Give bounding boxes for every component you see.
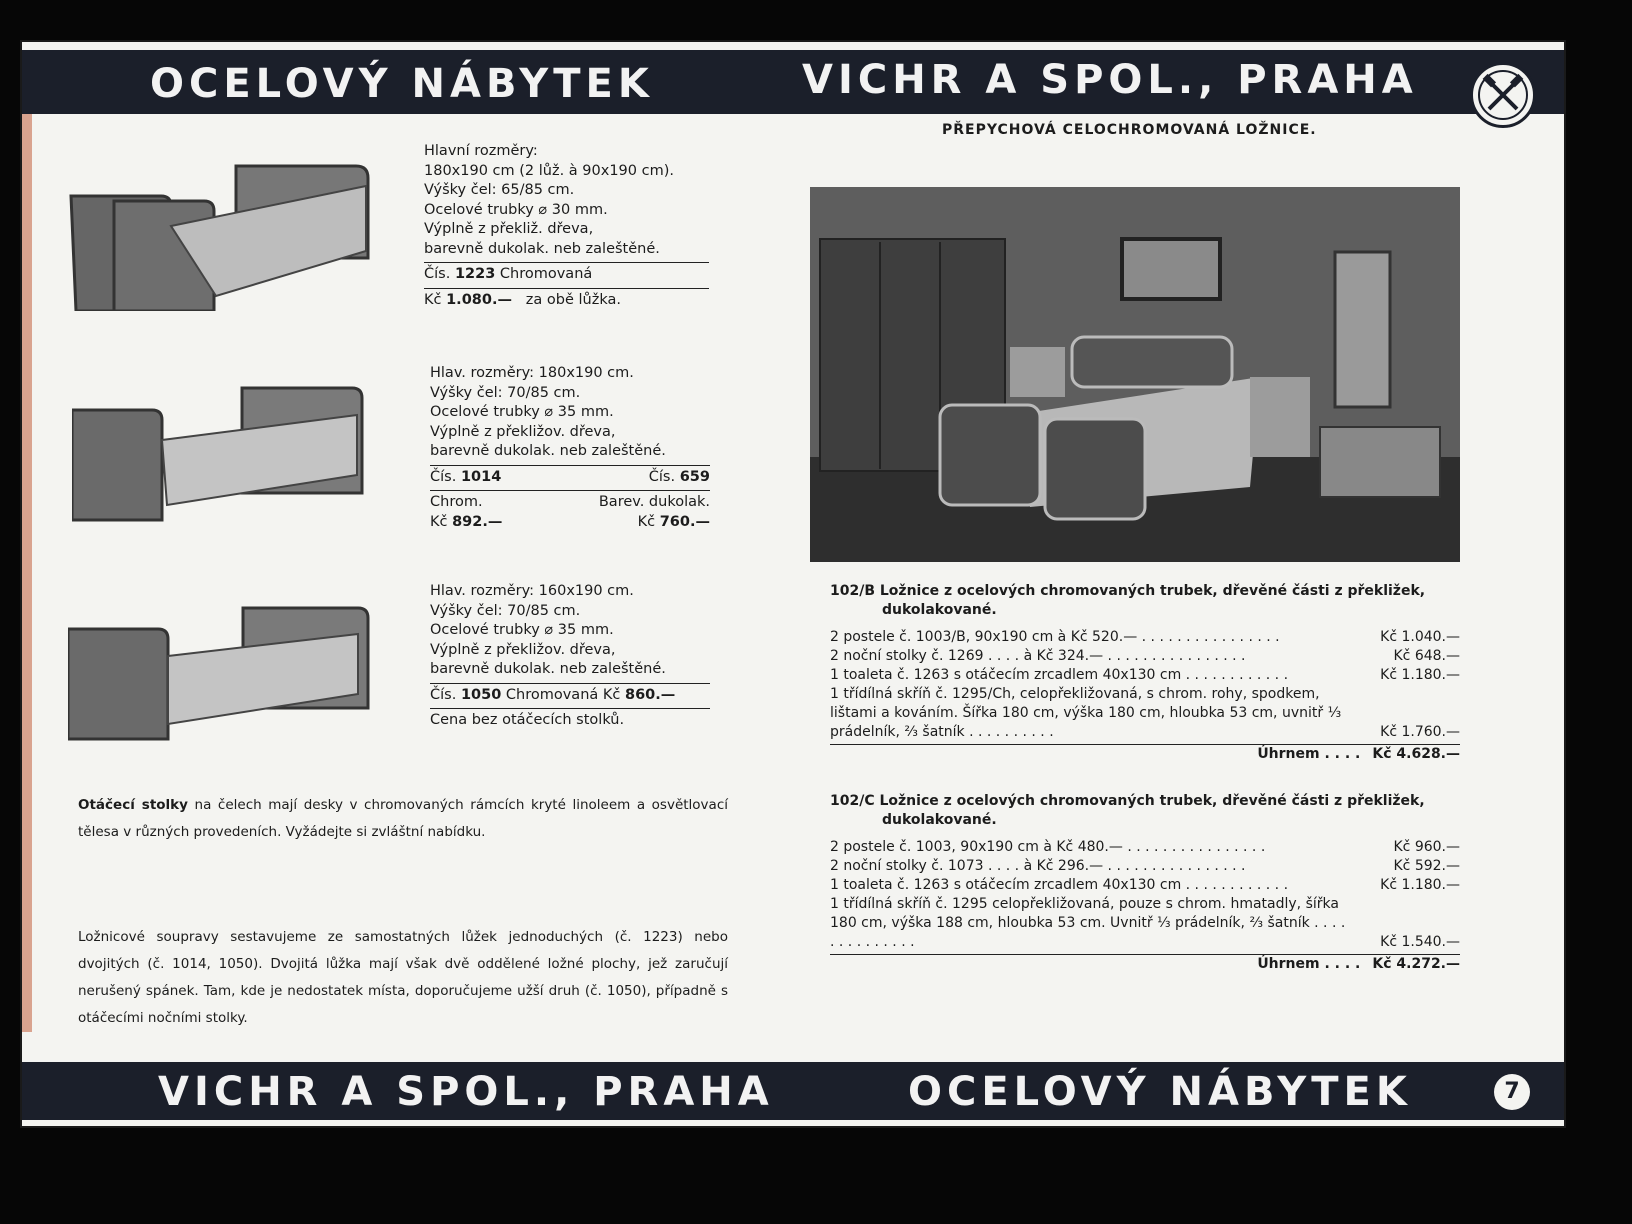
set-item: 2 noční stolky č. 1269 . . . . à Kč 324.— . . . . . . . . . . . . . . . . Kč 648.—	[830, 648, 1460, 664]
price-note: Cena bez otáčecích stolků.	[430, 712, 625, 728]
set-102b	[830, 582, 1460, 764]
type-row: Chrom. Barev. dukolak.	[430, 494, 710, 510]
page-number: 7	[1494, 1074, 1530, 1110]
bed-1223-spec	[424, 142, 709, 310]
spec-line: barevně dukolak. neb zaleštěné.	[430, 661, 666, 677]
set-title: 102/B Ložnice z ocelových chromovaných trubek, dřevěné části z překližek, dukolakované.	[830, 583, 1426, 618]
section-heading: PŘEPYCHOVÁ CELOCHROMOVANÁ LOŽNICE.	[942, 122, 1317, 138]
catalog-number-row: Čís. 1223 Chromovaná	[424, 266, 593, 282]
spec-line: Výšky čel: 70/85 cm.	[430, 384, 581, 401]
spec-line: Ocelové trubky ⌀ 30 mm.	[424, 201, 608, 218]
bed-1050-spec	[430, 582, 710, 731]
spec-line: Ocelové trubky ⌀ 35 mm.	[430, 622, 614, 638]
catalog-page	[22, 42, 1564, 1126]
rotating-tables-paragraph: Otáčecí stolky na čelech mají desky v chromovaných rámcích kryté linoleem a osvětlovací tělesa v různých provedeních. Vyžádejte si zvláštní nabídku.	[78, 797, 728, 840]
set-item: 1 toaleta č. 1263 s otáčecím zrcadlem 40x130 cm . . . . . . . . . . . . Kč 1.180.—	[830, 667, 1460, 683]
spec-line: Výšky čel: 70/85 cm.	[430, 602, 581, 619]
footer-left-title: VICHR A SPOL., PRAHA	[158, 1069, 774, 1115]
set-total: Úhrnem . . . . Kč 4.628.—	[830, 744, 1460, 764]
price-row: Kč 892.— Kč 760.—	[430, 513, 710, 530]
bed-1014-illustration	[72, 380, 372, 529]
set-item: 1 třídílná skříň č. 1295/Ch, celopřekližovaná, s chrom. rohy, spodkem, lištami a kováním. Šířka 180 cm, výška 180 cm, hloubka 53 cm, uvnitř ⅓ prádelník, ⅔ šatník . . . . . . . . . . Kč 1.760.—	[830, 686, 1460, 740]
spec-line: Výplně z překliž. dřeva,	[424, 221, 594, 237]
spec-line: barevně dukolak. neb zaleštěné.	[430, 443, 666, 459]
footer-band	[22, 1062, 1564, 1120]
set-item: 1 toaleta č. 1263 s otáčecím zrcadlem 40x130 cm . . . . . . . . . . . . Kč 1.180.—	[830, 877, 1460, 893]
bed-1050-illustration	[68, 594, 373, 748]
bed-1223-illustration	[66, 146, 386, 315]
spec-line: Hlav. rozměry: 180x190 cm.	[430, 365, 634, 381]
price-row: Kč 1.080.— za obě lůžka.	[424, 291, 621, 308]
spec-line: Výšky čel: 65/85 cm.	[424, 182, 575, 198]
header-left-title: OCELOVÝ NÁBYTEK	[150, 61, 654, 107]
spec-line: Výplně z překližov. dřeva,	[430, 641, 616, 658]
catalog-number-row: Čís. 1014 Čís. 659	[430, 468, 710, 485]
spec-line: Výplně z překližov. dřeva,	[430, 423, 616, 440]
spec-line: 180x190 cm (2 lůž. à 90x190 cm).	[424, 162, 674, 179]
spec-line: Ocelové trubky ⌀ 35 mm.	[430, 404, 614, 420]
set-title: 102/C Ložnice z ocelových chromovaných trubek, dřevěné části z překližek, dukolakované.	[830, 793, 1425, 828]
set-102c	[830, 792, 1460, 974]
set-total: Úhrnem . . . . Kč 4.272.—	[830, 954, 1460, 974]
set-item: 2 noční stolky č. 1073 . . . . à Kč 296.— . . . . . . . . . . . . . . . . Kč 592.—	[830, 858, 1460, 874]
set-item: 2 postele č. 1003/B, 90x190 cm à Kč 520.— . . . . . . . . . . . . . . . . Kč 1.040.—	[830, 629, 1460, 645]
page-edge	[22, 112, 32, 1032]
bedroom-sets-paragraph: Ložnicové soupravy sestavujeme ze samostatných lůžek jednoduchých (č. 1223) nebo dvojitých (č. 1014, 1050). Dvojitá lůžka mají však dvě oddělené ložné plochy, jež zaručují nerušený spánek. Tam, kde je nedostatek místa, doporučujeme užší druh (č. 1050), případně s otáčecími nočními stolky.	[78, 929, 728, 1026]
crossed-hammers-logo-icon	[1470, 62, 1536, 128]
set-item: 2 postele č. 1003, 90x190 cm à Kč 480.— . . . . . . . . . . . . . . . . Kč 960.—	[830, 839, 1460, 855]
spec-line: barevně dukolak. neb zaleštěné.	[424, 240, 660, 257]
catalog-number-row: Čís. 1050 Chromovaná Kč 860.—	[430, 686, 676, 703]
header-band	[22, 50, 1564, 114]
set-item: 1 třídílná skříň č. 1295 celopřekližovaná, pouze s chrom. hmatadly, šířka 180 cm, výška 188 cm, hloubka 53 cm. Uvnitř ⅓ prádelník, ⅔ šatník . . . . . . . . . . . . . . Kč 1.540.—	[830, 896, 1460, 950]
header-right-title: VICHR A SPOL., PRAHA	[802, 57, 1418, 103]
bed-1014-spec	[430, 364, 710, 532]
spec-line: Hlavní rozměry:	[424, 143, 538, 159]
footer-right-title: OCELOVÝ NÁBYTEK	[908, 1069, 1412, 1115]
spec-line: Hlav. rozměry: 160x190 cm.	[430, 583, 634, 599]
bedroom-photo	[810, 187, 1460, 562]
